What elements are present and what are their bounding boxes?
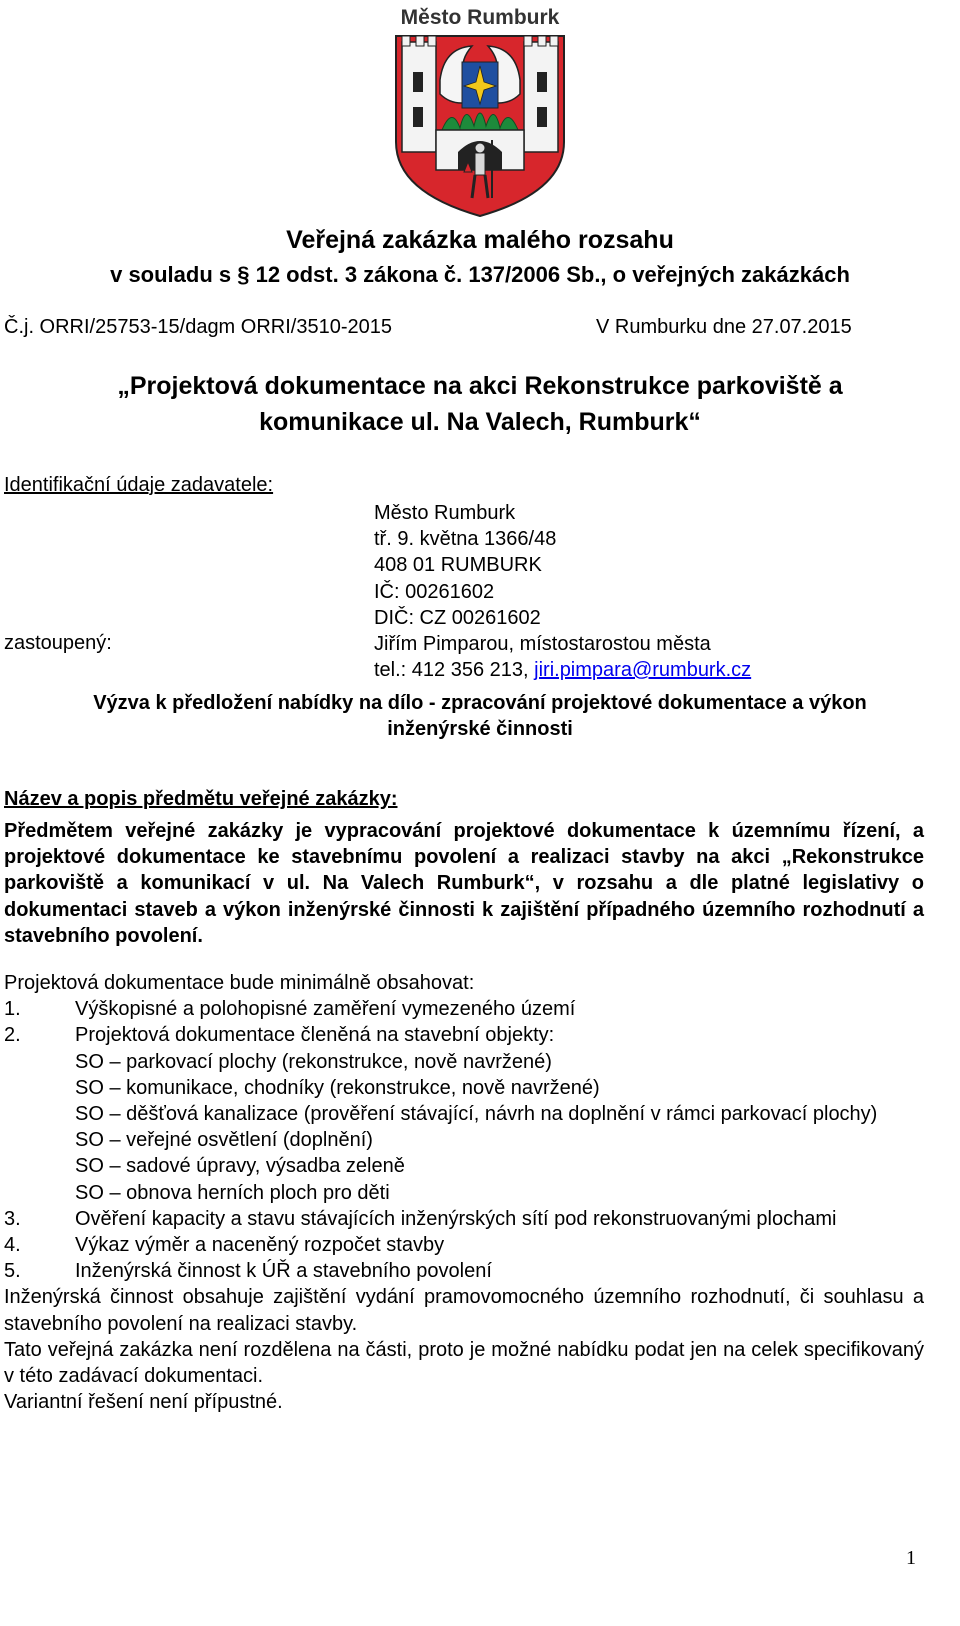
project-title-line1: „Projektová dokumentace na akci Rekonstrukce parkoviště a xyxy=(117,372,843,400)
subject-paragraph: Předmětem veřejné zakázky je vypracování projektové dokumentace k územnímu řízení, a projektové dokumentace ke stavebnímu povolení a realizaci stavby na akci „Rekonstrukce parkoviště a komunikací v ul. Na Valech Rumburk“, v rozsahu a dle platné legislativy o dokumentaci staveb a výkon inženýrské činnosti k zajištění případného územního rozhodnutí a stavebního povolení. xyxy=(4,820,924,947)
authority-phone: tel.: 412 356 213, xyxy=(374,659,535,682)
project-title xyxy=(40,368,920,440)
authority-name: Město Rumburk xyxy=(374,502,516,524)
list-item-number: 5. xyxy=(4,1260,21,1283)
authority-label: Identifikační údaje zadavatele: xyxy=(4,474,274,496)
legal-basis: v souladu s § 12 odst. 3 zákona č. 137/2006 Sb., o veřejných zakázkách xyxy=(110,262,850,287)
place-and-date: V Rumburku dne 27.07.2015 xyxy=(596,316,852,338)
parts-note: Tato veřejná zakázka není rozdělena na části, proto je možné nabídku podat jen na celek specifikovaný v této zadávací dokumentaci. xyxy=(4,1338,924,1388)
list-item xyxy=(4,996,924,1022)
authority-ico: IČ: 00261602 xyxy=(374,580,495,603)
rumburk-coat-of-arms-icon xyxy=(380,2,580,220)
variant-note: Variantní řešení není přípustné. xyxy=(4,1391,283,1414)
authority-contact xyxy=(374,657,751,683)
page-number: 1 xyxy=(906,1547,916,1569)
invitation-heading xyxy=(20,690,940,742)
documentation-intro: Projektová dokumentace bude minimálně obsahovat: xyxy=(4,972,475,994)
logo-brand-text: Město Rumburk xyxy=(400,6,560,29)
invitation-line2: inženýrské činnosti xyxy=(387,718,573,740)
sub-item: SO – parkovací plochy (rekonstrukce, nově navržené) xyxy=(75,1050,552,1073)
subject-label: Název a popis předmětu veřejné zakázky: xyxy=(4,788,398,810)
authority-dic: DIČ: CZ 00261602 xyxy=(374,606,541,629)
list-item-text: Inženýrská činnost k ÚŘ a stavebního povolení xyxy=(75,1260,492,1283)
authority-city: 408 01 RUMBURK xyxy=(374,554,542,577)
engineering-note: Inženýrská činnost obsahuje zajištění vydání pramovomocného územního rozhodnutí, či souhlasu a stavebního povolení na realizaci stavby. xyxy=(4,1286,924,1335)
sub-item: SO – veřejné osvětlení (doplnění) xyxy=(75,1129,373,1152)
authority-address xyxy=(374,500,751,683)
authority-street: tř. 9. května 1366/48 xyxy=(374,528,557,551)
list-item-number: 4. xyxy=(4,1234,21,1257)
list-item xyxy=(4,1232,924,1258)
list-item-text: Výkaz výměr a naceněný rozpočet stavby xyxy=(75,1234,445,1257)
list-item-text: Výškopisné a polohopisné zaměření vymezeného území xyxy=(75,998,576,1021)
represented-label: zastoupený: xyxy=(4,632,112,654)
invitation-line1: Výzva k předložení nabídky na dílo - zpracování projektové dokumentace a výkon xyxy=(93,692,867,714)
list-item xyxy=(4,1258,924,1284)
city-logo xyxy=(380,2,580,220)
list-item-number: 3. xyxy=(4,1207,21,1230)
reference-number: Č.j. ORRI/25753-15/dagm ORRI/3510-2015 xyxy=(4,316,392,338)
list-item-number: 2. xyxy=(4,1024,21,1047)
sub-item: SO – děšťová kanalizace (prověření stávající, návrh na doplnění v rámci parkovací plochy) xyxy=(75,1103,878,1126)
sub-item: SO – obnova herních ploch pro děti xyxy=(75,1181,390,1204)
list-item-text: Projektová dokumentace členěná na stavební objekty: xyxy=(75,1024,555,1047)
sub-item: SO – sadové úpravy, výsadba zeleně xyxy=(75,1155,405,1178)
list-item xyxy=(4,1022,924,1048)
authority-email-link[interactable]: jiri.pimpara@rumburk.cz xyxy=(534,659,752,682)
authority-representative: Jiřím Pimparou, místostarostou města xyxy=(374,633,711,656)
sub-item: SO – komunikace, chodníky (rekonstrukce, nově navržené) xyxy=(75,1076,600,1099)
documentation-content xyxy=(4,970,924,1415)
project-title-line2: komunikace ul. Na Valech, Rumburk“ xyxy=(259,408,701,436)
list-item-text: Ověření kapacity a stavu stávajících inženýrských sítí pod rekonstruovanými plochami xyxy=(75,1207,837,1230)
list-item-number: 1. xyxy=(4,998,21,1021)
list-item xyxy=(4,1206,924,1232)
document-title: Veřejná zakázka malého rozsahu xyxy=(286,226,674,254)
